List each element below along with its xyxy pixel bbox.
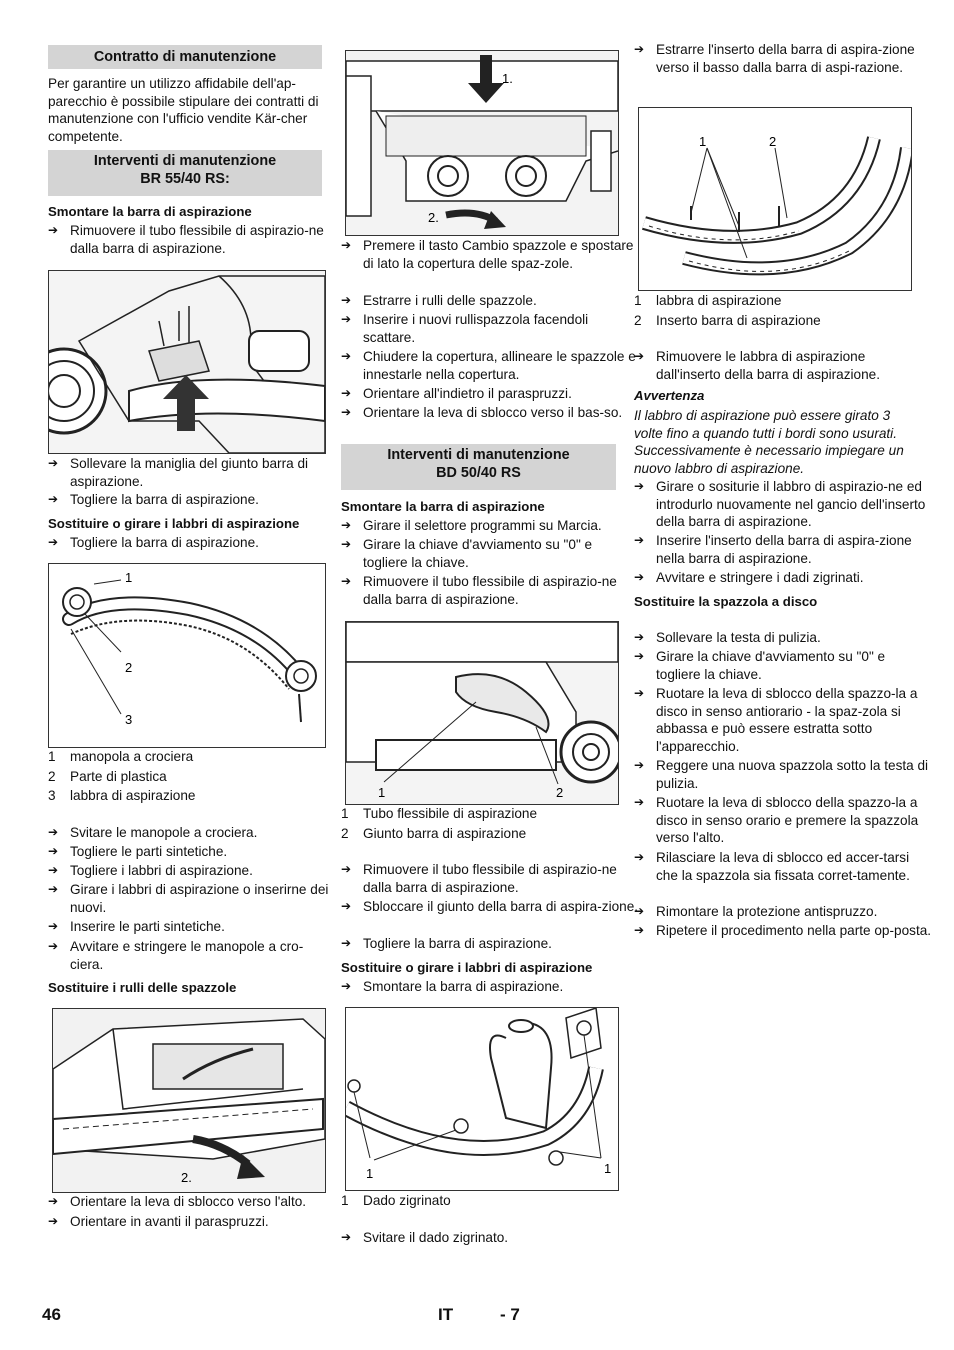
section-title-line2: BR 55/40 RS: xyxy=(140,171,230,187)
legend-item: 2 Giunto barra di aspirazione xyxy=(341,826,527,841)
step-item: ➔ Inserire l'inserto della barra di aspira-zione nella barra di aspirazione. xyxy=(634,532,932,567)
section-header-bd5040 xyxy=(341,444,616,490)
figure-suction-bar-handle xyxy=(48,270,326,454)
suction-hose-illustration xyxy=(346,622,618,804)
legend-item: 1 labbra di aspirazione xyxy=(634,293,782,308)
figure-suction-lips-insert xyxy=(638,107,912,291)
legend-item: 2 Inserto barra di aspirazione xyxy=(634,313,821,328)
step-item: ➔ Rimuovere il tubo flessibile di aspirazio-ne dalla barra di aspirazione. xyxy=(341,573,639,608)
callout-1: 1 xyxy=(604,1161,612,1176)
section-page-number: - 7 xyxy=(500,1305,520,1324)
subheading-replace-lips: Sostituire o girare i labbri di aspirazione xyxy=(341,960,593,975)
step-item: ➔ Avvitare e stringere le manopole a cro-ciera. xyxy=(48,938,332,973)
step-item: ➔ Sbloccare il giunto della barra di aspira-zione. xyxy=(341,898,639,916)
suction-lips-illustration xyxy=(639,108,911,290)
page-number: 46 xyxy=(42,1305,61,1324)
callout-step-1: 1. xyxy=(502,71,513,86)
section-header-br5540 xyxy=(48,150,322,196)
callout-1: 1 xyxy=(125,570,133,585)
step-item: ➔ Inserire i nuovi rullispazzola facendoli scattare. xyxy=(341,311,639,346)
paragraph-maintenance-contract: Per garantire un utilizzo affidabile dell'ap-parecchio è possibile stipulare dei contratti di manutenzione con l'ufficio vendite Kär-cher competente. xyxy=(48,76,319,144)
step-item: ➔ Rimuovere le labbra di aspirazione dall'inserto della barra di aspirazione. xyxy=(634,348,932,383)
release-lever-illustration xyxy=(53,1009,325,1192)
step-item: ➔ Togliere i labbri di aspirazione. xyxy=(48,862,344,880)
step-item: ➔ Estrarre l'inserto della barra di aspira-zione verso il basso dalla barra di aspi-razione. xyxy=(634,41,932,76)
step-item: ➔ Togliere le parti sintetiche. xyxy=(48,843,344,861)
callout-3: 3 xyxy=(125,712,133,727)
callout-1: 1 xyxy=(699,134,707,149)
subheading-remove-suction-bar: Smontare la barra di aspirazione xyxy=(341,499,545,514)
figure-knurled-nuts xyxy=(345,1007,619,1191)
legend-item: 2 Parte di plastica xyxy=(48,769,167,784)
step-item: ➔ Estrarre i rulli delle spazzole. xyxy=(341,292,639,310)
figure-suction-hose xyxy=(345,621,619,805)
step-item: ➔ Girare la chiave d'avviamento su "0" e togliere la chiave. xyxy=(341,536,639,571)
legend-item: 1 Dado zigrinato xyxy=(341,1193,451,1208)
machine-illustration xyxy=(49,271,325,453)
suction-bar-illustration xyxy=(49,564,325,747)
step-item: ➔ Orientare la leva di sblocco verso il bas-so. xyxy=(341,404,639,422)
step-item: ➔ Girare i labbri di aspirazione o inserirne dei nuovi. xyxy=(48,881,344,916)
callout-1: 1 xyxy=(366,1166,374,1181)
section-header-maintenance-contract xyxy=(48,45,322,69)
knurled-nuts-illustration xyxy=(346,1008,618,1190)
callout-2: 2 xyxy=(125,660,133,675)
figure-release-lever xyxy=(52,1008,326,1193)
step-item: ➔ Rilasciare la leva di sblocco ed accer-tarsi che la spazzola sia fissata corret-tamente. xyxy=(634,849,932,884)
subheading-replace-brush-rollers: Sostituire i rulli delle spazzole xyxy=(48,980,237,995)
legend-item: 1 Tubo flessibile di aspirazione xyxy=(341,806,538,821)
step-item: ➔ Girare la chiave d'avviamento su "0" e togliere la chiave. xyxy=(634,648,932,683)
step-item: ➔ Svitare le manopole a crociera. xyxy=(48,824,344,842)
step-item: ➔ Girare il selettore programmi su Marcia. xyxy=(341,517,639,535)
step-item: ➔ Inserire le parti sintetiche. xyxy=(48,918,344,936)
step-item: ➔ Girare o sositurie il labbro di aspirazio-ne ed introdurlo nuovamente nel gancio dell'inserto della barra di aspirazione. xyxy=(634,478,932,531)
step-item: ➔ Avvitare e stringere i dadi zigrinati. xyxy=(634,569,932,587)
step-item: ➔ Rimontare la protezione antispruzzo. xyxy=(634,903,932,921)
note-text: Il labbro di aspirazione può essere girato 3 volte fino a quando tutti i bordi sono usurati. Successivamente è necessario impiegare un nuovo labbro di aspirazione. xyxy=(634,408,904,476)
callout-step-2: 2. xyxy=(181,1170,192,1185)
step-item: ➔ Togliere la barra di aspirazione. xyxy=(48,534,344,552)
subheading-replace-lips: Sostituire o girare i labbri di aspirazione xyxy=(48,516,300,531)
step-item: ➔ Premere il tasto Cambio spazzole e spostare di lato la copertura delle spaz-zole. xyxy=(341,237,639,272)
step-item: ➔ Togliere la barra di aspirazione. xyxy=(48,491,344,509)
step-item: ➔ Sollevare la maniglia del giunto barra di aspirazione. xyxy=(48,455,344,490)
step-item: ➔ Rimuovere il tubo flessibile di aspirazio-ne dalla barra di aspirazione. xyxy=(48,222,324,257)
figure-brush-cover xyxy=(345,50,619,236)
step-item: ➔ Ruotare la leva di sblocco della spazzo-la a disco in senso antiorario - la spaz-zola si abbassa e può essere estratta sotto l'apparecchio. xyxy=(634,685,932,755)
callout-2: 2 xyxy=(769,134,777,149)
figure-suction-bar-parts xyxy=(48,563,326,748)
language-code: IT xyxy=(438,1305,454,1324)
section-title: Contratto di manutenzione xyxy=(93,49,277,65)
brush-cover-illustration xyxy=(346,51,618,235)
subheading-remove-suction-bar: Smontare la barra di aspirazione xyxy=(48,204,252,219)
step-item: ➔ Smontare la barra di aspirazione. xyxy=(341,978,639,996)
step-item: ➔ Orientare in avanti il paraspruzzi. xyxy=(48,1213,344,1231)
section-title-line1: Interventi di manutenzione xyxy=(93,153,277,169)
legend-item: 1 manopola a crociera xyxy=(48,749,194,764)
step-item: ➔ Ruotare la leva di sblocco della spazzo-la a disco in senso orario e premere la spazzola verso l'alto. xyxy=(634,794,932,847)
section-title-line1: Interventi di manutenzione xyxy=(387,447,570,463)
step-item: ➔ Togliere la barra di aspirazione. xyxy=(341,935,639,953)
step-item: ➔ Orientare la leva di sblocco verso l'alto. xyxy=(48,1193,348,1211)
step-item: ➔ Ripetere il procedimento nella parte op-posta. xyxy=(634,922,932,940)
step-item: ➔ Sollevare la testa di pulizia. xyxy=(634,629,932,647)
callout-step-2: 2. xyxy=(428,210,439,225)
subheading-replace-disc-brush: Sostituire la spazzola a disco xyxy=(634,594,818,609)
note-title: Avvertenza xyxy=(634,388,705,403)
section-title-line2: BD 50/40 RS xyxy=(436,465,521,481)
step-item: ➔ Reggere una nuova spazzola sotto la testa di pulizia. xyxy=(634,757,932,792)
step-item: ➔ Rimuovere il tubo flessibile di aspirazio-ne dalla barra di aspirazione. xyxy=(341,861,639,896)
step-item: ➔ Orientare all'indietro il paraspruzzi. xyxy=(341,385,639,403)
callout-1: 1 xyxy=(378,785,386,800)
callout-2: 2 xyxy=(556,785,564,800)
step-item: ➔ Chiudere la copertura, allineare le spazzole e innestarle nella copertura. xyxy=(341,348,639,383)
step-item: ➔ Svitare il dado zigrinato. xyxy=(341,1229,639,1247)
legend-item: 3 labbra di aspirazione xyxy=(48,788,196,803)
